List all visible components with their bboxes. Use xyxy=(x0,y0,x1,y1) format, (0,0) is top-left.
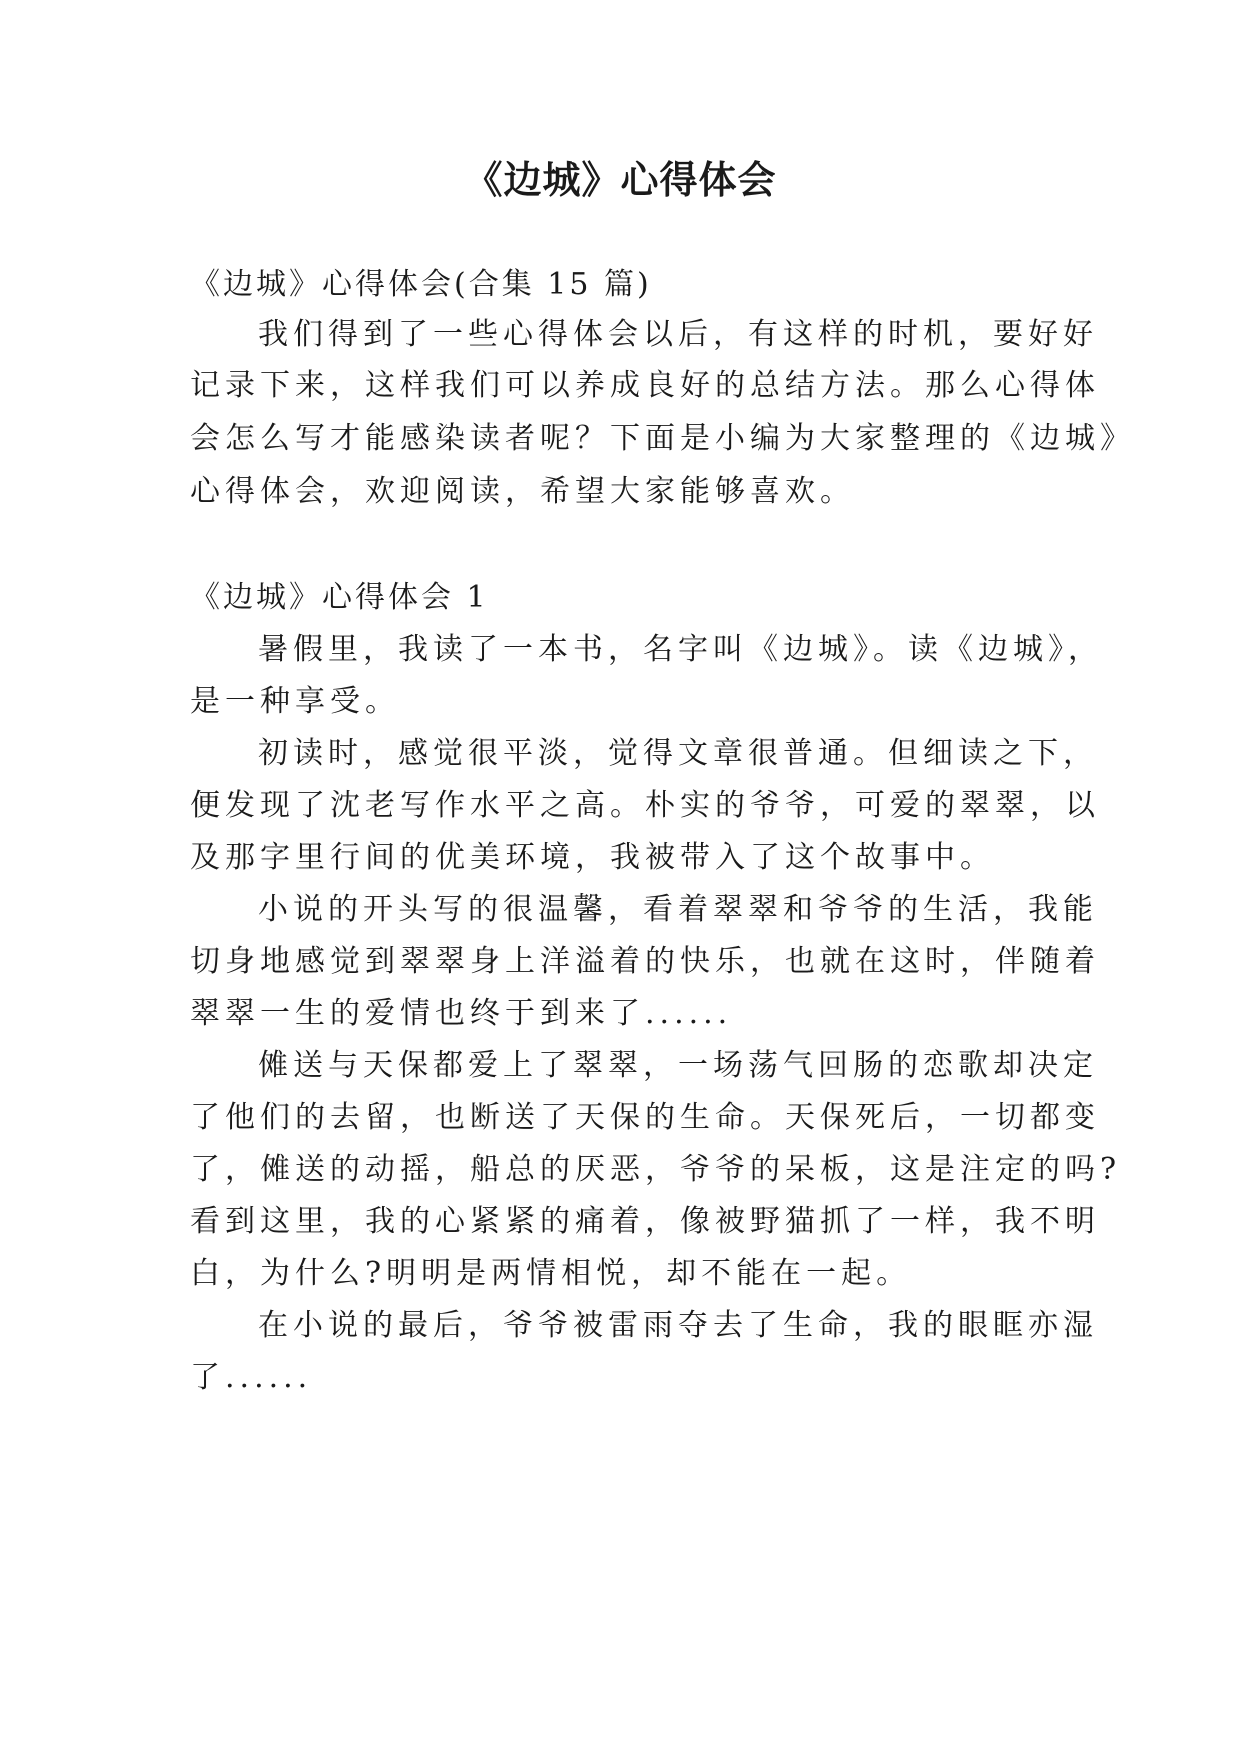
section1-line: 了他们的去留，也断送了天保的生命。天保死后，一切都变 xyxy=(190,1100,1100,1135)
section1-line: 是一种享受。 xyxy=(190,684,400,719)
document-title: 《边城》心得体会 xyxy=(464,158,777,202)
section1-line: 白，为什么?明明是两情相悦，却不能在一起。 xyxy=(190,1256,912,1291)
section1-line: 初读时，感觉很平淡，觉得文章很普通。但细读之下， xyxy=(258,736,1098,771)
section1-line: 在小说的最后，爷爷被雷雨夺去了生命，我的眼眶亦湿 xyxy=(258,1308,1098,1343)
section1-line: 了，傩送的动摇，船总的厌恶，爷爷的呆板，这是注定的吗? xyxy=(190,1152,1122,1187)
section1-line: 及那字里行间的优美环境，我被带入了这个故事中。 xyxy=(190,840,995,875)
intro-line: 心得体会，欢迎阅读，希望大家能够喜欢。 xyxy=(190,474,855,509)
section1-line: 傩送与天保都爱上了翠翠，一场荡气回肠的恋歌却决定 xyxy=(258,1048,1098,1083)
section1-line: 切身地感觉到翠翠身上洋溢着的快乐，也就在这时，伴随着 xyxy=(190,944,1100,979)
section1-line: 小说的开头写的很温馨，看着翠翠和爷爷的生活，我能 xyxy=(258,892,1098,927)
section1-line: 看到这里，我的心紧紧的痛着，像被野猫抓了一样，我不明 xyxy=(190,1204,1100,1239)
section1-line: 便发现了沈老写作水平之高。朴实的爷爷，可爱的翠翠，以 xyxy=(190,788,1100,823)
section1-line: 翠翠一生的爱情也终于到来了...... xyxy=(190,996,733,1031)
section1-heading: 《边城》心得体会 1 xyxy=(190,580,489,615)
intro-line: 会怎么写才能感染读者呢？下面是小编为大家整理的《边城》 xyxy=(190,421,1135,456)
section1-line: 暑假里，我读了一本书，名字叫《边城》。读《边城》， xyxy=(258,632,1103,667)
intro-line: 记录下来，这样我们可以养成良好的总结方法。那么心得体 xyxy=(190,368,1100,403)
intro-heading: 《边城》心得体会(合集 15 篇) xyxy=(190,267,652,302)
intro-line: 我们得到了一些心得体会以后，有这样的时机，要好好 xyxy=(258,317,1098,352)
section1-line: 了...... xyxy=(190,1360,313,1395)
